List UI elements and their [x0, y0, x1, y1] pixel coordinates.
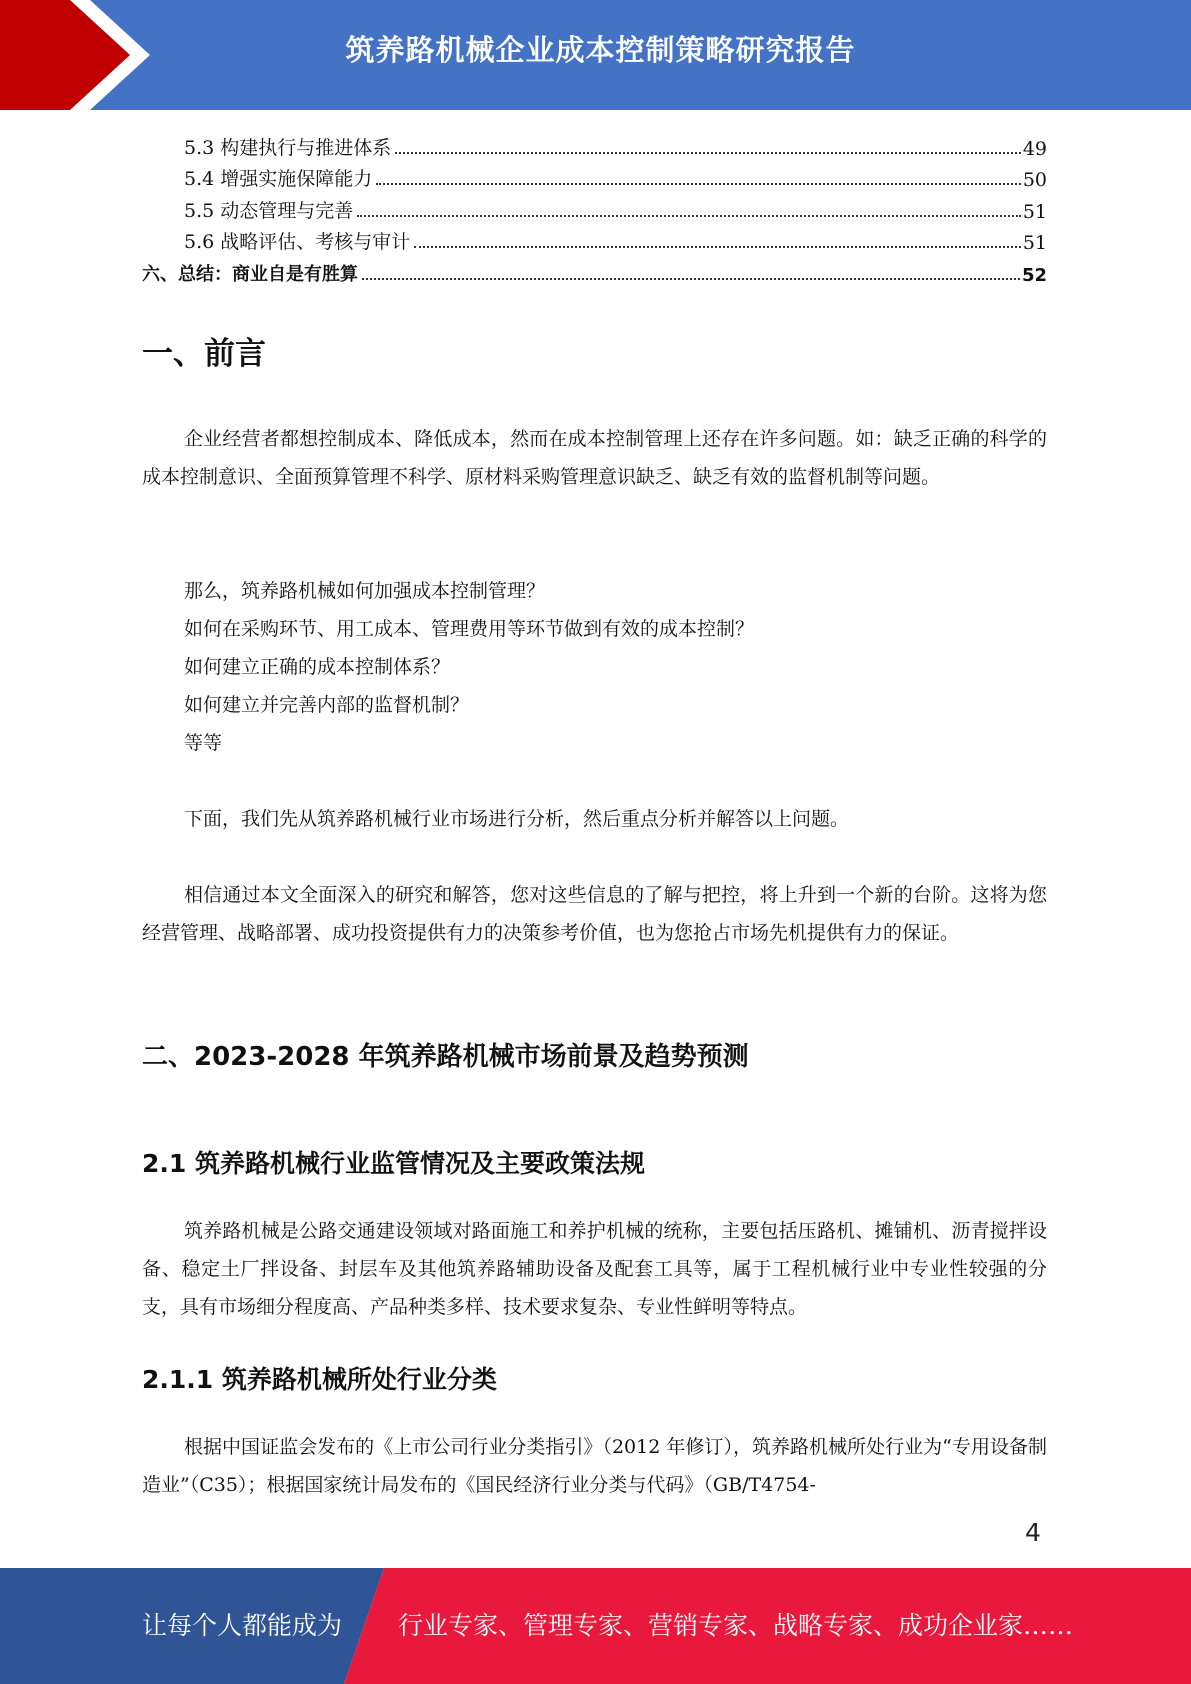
- page-header: [0, 0, 1191, 110]
- toc-leader-dots: [357, 214, 1021, 217]
- question-line: 那么，筑养路机械如何加强成本控制管理？: [184, 580, 546, 602]
- page-number: 4: [1025, 1518, 1041, 1547]
- toc-item[interactable]: [142, 223, 1047, 255]
- page-footer: [0, 1568, 1191, 1684]
- footer-slogan-right: 行业专家、管理专家、营销专家、战略专家、成功企业家……: [398, 1611, 1074, 1640]
- paragraph-definition: 筑养路机械是公路交通建设领域对路面施工和养护机械的统称，主要包括压路机、摊铺机、沥青搅拌设备、稳定土厂拌设备、封层车及其他筑养路辅助设备及配套工具等，属于工程机械行业中专业性较强的分支，具有市场细分程度高、产品种类多样、技术要求复杂、专业性鲜明等特点。: [142, 1220, 1047, 1318]
- toc-item-label: 5.5 动态管理与完善: [184, 199, 354, 222]
- toc-item-label: 六、总结：商业自是有胜算: [142, 263, 358, 285]
- toc-item-page: 51: [1022, 200, 1047, 223]
- toc-leader-dots: [414, 245, 1021, 248]
- toc-item[interactable]: [142, 160, 1047, 192]
- section-heading-market: 二、2023-2028 年筑养路机械市场前景及趋势预测: [142, 1042, 749, 1072]
- toc-leader-dots: [395, 151, 1021, 154]
- toc-item-page: 49: [1022, 137, 1047, 160]
- question-line: 如何建立并完善内部的监督机制？: [184, 694, 470, 716]
- toc-item[interactable]: [142, 128, 1047, 160]
- section-heading-preface: 一、前言: [142, 336, 266, 372]
- toc-item-page: 52: [1021, 264, 1047, 286]
- toc-leader-dots: [362, 277, 1020, 280]
- question-line: 等等: [184, 732, 223, 754]
- toc-item-page: 51: [1022, 232, 1047, 254]
- question-line: 如何建立正确的成本控制体系？: [184, 656, 451, 678]
- toc-item-main[interactable]: [142, 254, 1047, 286]
- toc-leader-dots: [376, 182, 1021, 185]
- question-line: 如何在采购环节、用工成本、管理费用等环节做到有效的成本控制？: [184, 618, 755, 640]
- toc-item-label: 5.4 增强实施保障能力: [184, 168, 373, 190]
- subsection-heading-classification: 2.1.1 筑养路机械所处行业分类: [142, 1365, 497, 1394]
- paragraph-intro: 企业经营者都想控制成本、降低成本，然而在成本控制管理上还存在许多问题。如：缺乏正确的科学的成本控制意识、全面预算管理不科学、原材料采购管理意识缺乏、缺乏有效的监督机制等问题。: [142, 428, 1047, 488]
- toc-item-page: 50: [1022, 169, 1047, 191]
- paragraph-classification: 根据中国证监会发布的《上市公司行业分类指引》（2012 年修订），筑养路机械所处行业为“专用设备制造业”（C35）；根据国家统计局发布的《国民经济行业分类与代码》（GB/T4754-: [142, 1436, 1047, 1496]
- toc-item-label: 5.3 构建执行与推进体系: [184, 136, 392, 159]
- toc-item-label: 5.6 战略评估、考核与审计: [184, 231, 411, 253]
- paragraph-value: 相信通过本文全面深入的研究和解答，您对这些信息的了解与把控，将上升到一个新的台阶。这将为您经营管理、战略部署、成功投资提供有力的决策参考价值，也为您抢占市场先机提供有力的保证。: [142, 884, 1047, 944]
- report-title: 筑养路机械企业成本控制策略研究报告: [345, 33, 856, 67]
- table-of-contents: [142, 128, 1047, 286]
- footer-slogan-left: 让每个人都能成为: [142, 1611, 343, 1640]
- subsection-heading-regulation: 2.1 筑养路机械行业监管情况及主要政策法规: [142, 1149, 645, 1178]
- toc-item[interactable]: [142, 191, 1047, 223]
- paragraph-analysis-plan: 下面，我们先从筑养路机械行业市场进行分析，然后重点分析并解答以上问题。: [184, 808, 850, 830]
